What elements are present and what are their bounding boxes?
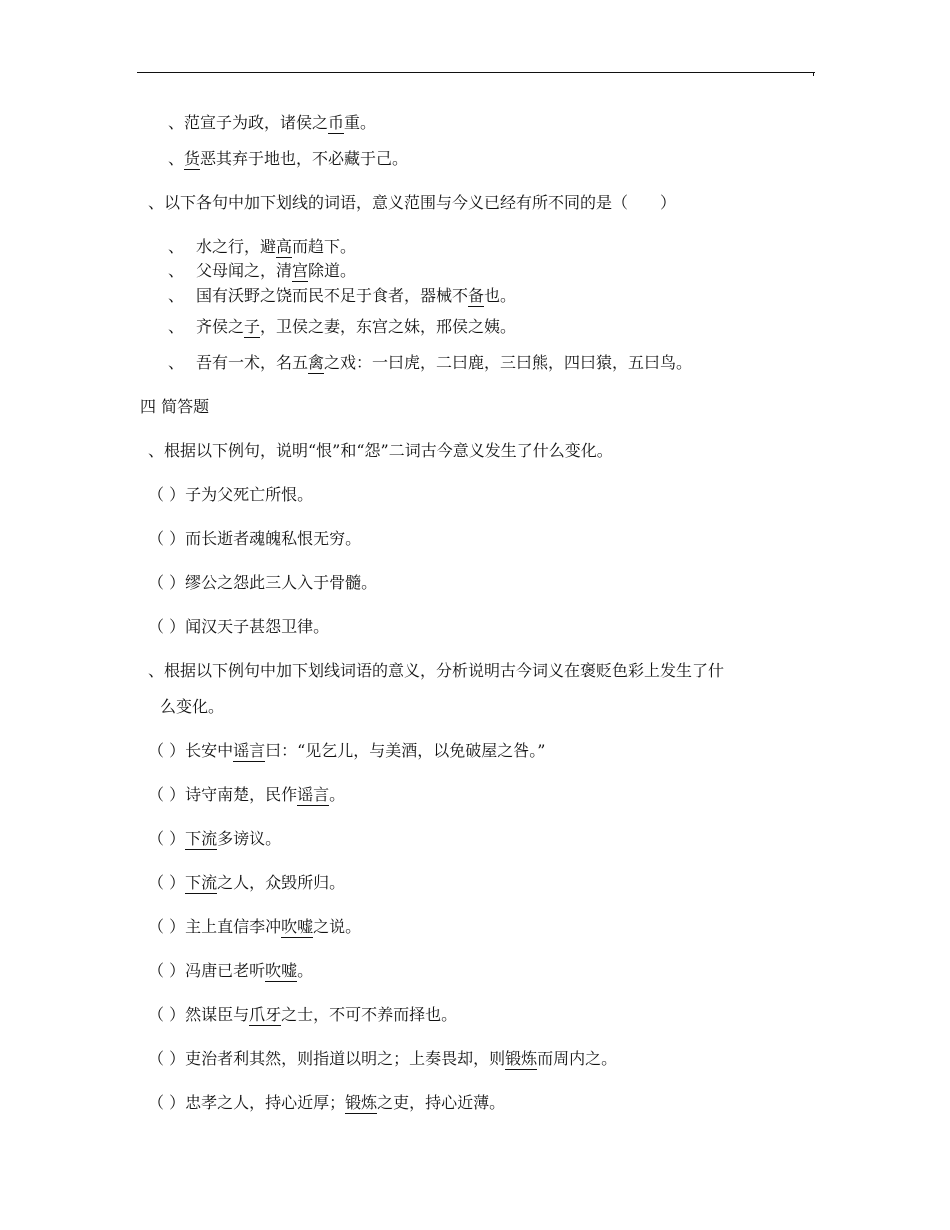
text-line-l16 bbox=[160, 696, 224, 718]
text-line-l11 bbox=[148, 484, 313, 506]
text-segment: 而趋下。 bbox=[292, 237, 357, 256]
text-line-l24 bbox=[148, 1048, 617, 1070]
text-segment: 之人，众毁所归。 bbox=[217, 873, 346, 892]
text-segment: 、 bbox=[168, 149, 185, 168]
text-line-l9 bbox=[140, 396, 209, 418]
text-line-l1 bbox=[168, 112, 376, 134]
text-line-l10 bbox=[148, 440, 613, 462]
text-segment: 曰：“见乞儿，与美酒，以免破屋之咎。” bbox=[265, 741, 546, 760]
text-line-l12 bbox=[148, 528, 361, 550]
text-segment: 父母闻之，清 bbox=[196, 261, 293, 280]
text-line-l25 bbox=[148, 1092, 505, 1114]
list-marker: 、 bbox=[168, 237, 185, 256]
underlined-word: 备 bbox=[468, 286, 485, 305]
text-segment: 之士，不可不养而择也。 bbox=[281, 1005, 458, 1024]
text-segment: 除道。 bbox=[308, 261, 357, 280]
text-segment: 多谤议。 bbox=[217, 829, 282, 848]
text-line-l22 bbox=[148, 960, 313, 982]
text-segment: 四 简答题 bbox=[140, 397, 210, 416]
text-line-l8 bbox=[168, 352, 692, 374]
text-segment: 之说。 bbox=[313, 917, 362, 936]
text-segment: 而周内之。 bbox=[537, 1049, 618, 1068]
text-segment: 、根据以下例句中加下划线词语的意义，分析说明古今词义在褒贬色彩上发生了什 bbox=[148, 661, 725, 680]
underlined-word: 锻炼 bbox=[505, 1049, 538, 1068]
list-marker: 、 bbox=[168, 317, 185, 336]
underlined-word: 禽 bbox=[308, 353, 325, 372]
text-line-l14 bbox=[148, 616, 329, 638]
text-line-l13 bbox=[148, 572, 377, 594]
text-line-l19 bbox=[148, 828, 281, 850]
text-segment: 之戏：一曰虎，二曰鹿，三曰熊，四曰猿，五曰鸟。 bbox=[324, 353, 693, 372]
text-segment: （ ） bbox=[148, 873, 186, 892]
underlined-word: 宫 bbox=[292, 261, 309, 280]
header-rule-tick bbox=[813, 72, 814, 76]
text-segment: 、以下各句中加下划线的词语，意义范围与今义已经有所不同的是（ ） bbox=[148, 193, 677, 212]
text-segment: （ ）吏治者利其然，则指道以明之；上奏畏却，则 bbox=[148, 1049, 506, 1068]
text-line-l21 bbox=[148, 916, 361, 938]
underlined-word: 吹嘘 bbox=[281, 917, 314, 936]
text-line-l6 bbox=[168, 285, 516, 307]
text-segment: 。 bbox=[329, 785, 346, 804]
underlined-word: 锻炼 bbox=[345, 1093, 378, 1112]
list-marker: 、 bbox=[168, 261, 185, 280]
text-line-l5 bbox=[168, 260, 356, 282]
text-segment: （ ）长安中 bbox=[148, 741, 234, 760]
text-line-l18 bbox=[148, 784, 345, 806]
text-line-l20 bbox=[148, 872, 345, 894]
text-line-l17 bbox=[148, 740, 545, 762]
text-segment: （ ）而长逝者魂魄私恨无穷。 bbox=[148, 529, 362, 548]
text-line-l23 bbox=[148, 1004, 457, 1026]
text-segment: （ ）子为父死亡所恨。 bbox=[148, 485, 314, 504]
text-line-l4 bbox=[168, 236, 356, 258]
list-marker: 、 bbox=[168, 353, 185, 372]
underlined-word: 谣言 bbox=[297, 785, 330, 804]
text-segment: 也。 bbox=[484, 286, 517, 305]
text-segment: 齐侯之 bbox=[196, 317, 245, 336]
text-line-l3 bbox=[148, 192, 676, 214]
text-segment: 、根据以下例句，说明“恨”和“怨”二词古今意义发生了什么变化。 bbox=[148, 441, 613, 460]
underlined-word: 爪牙 bbox=[249, 1005, 282, 1024]
text-segment: 水之行，避 bbox=[196, 237, 277, 256]
text-segment: 么变化。 bbox=[160, 697, 225, 716]
text-segment: 之吏，持心近薄。 bbox=[377, 1093, 506, 1112]
text-line-l7 bbox=[168, 316, 516, 338]
text-segment: 吾有一术，名五 bbox=[196, 353, 309, 372]
text-segment: （ ）主上直信李冲 bbox=[148, 917, 282, 936]
text-segment: （ ）忠孝之人，持心近厚； bbox=[148, 1093, 346, 1112]
underlined-word: 吹嘘 bbox=[265, 961, 298, 980]
underlined-word: 下流 bbox=[185, 873, 218, 892]
text-segment: 、范宣子为政，诸侯之 bbox=[168, 113, 329, 132]
header-rule bbox=[137, 72, 815, 73]
text-segment: （ ）诗守南楚，民作 bbox=[148, 785, 298, 804]
underlined-word: 谣言 bbox=[233, 741, 266, 760]
list-marker: 、 bbox=[168, 286, 185, 305]
text-line-l15 bbox=[148, 660, 724, 682]
text-segment: ，卫侯之妻，东宫之妹，邢侯之姨。 bbox=[260, 317, 517, 336]
text-segment: 。 bbox=[297, 961, 314, 980]
text-segment: 国有沃野之饶而民不足于食者，器械不 bbox=[196, 286, 469, 305]
underlined-word: 下流 bbox=[185, 829, 218, 848]
underlined-word: 子 bbox=[244, 317, 261, 336]
text-segment: 重。 bbox=[344, 113, 377, 132]
text-line-l2 bbox=[168, 148, 408, 170]
underlined-word: 币 bbox=[328, 113, 345, 132]
text-segment: 恶其弃于地也，不必藏于己。 bbox=[200, 149, 409, 168]
underlined-word: 高 bbox=[276, 237, 293, 256]
underlined-word: 货 bbox=[184, 149, 201, 168]
text-segment: （ ）冯唐已老听 bbox=[148, 961, 266, 980]
text-segment: （ ）缪公之怨此三人入于骨髓。 bbox=[148, 573, 378, 592]
text-segment: （ ）然谋臣与 bbox=[148, 1005, 250, 1024]
text-segment: （ ） bbox=[148, 829, 186, 848]
text-segment: （ ）闻汉天子甚怨卫律。 bbox=[148, 617, 330, 636]
